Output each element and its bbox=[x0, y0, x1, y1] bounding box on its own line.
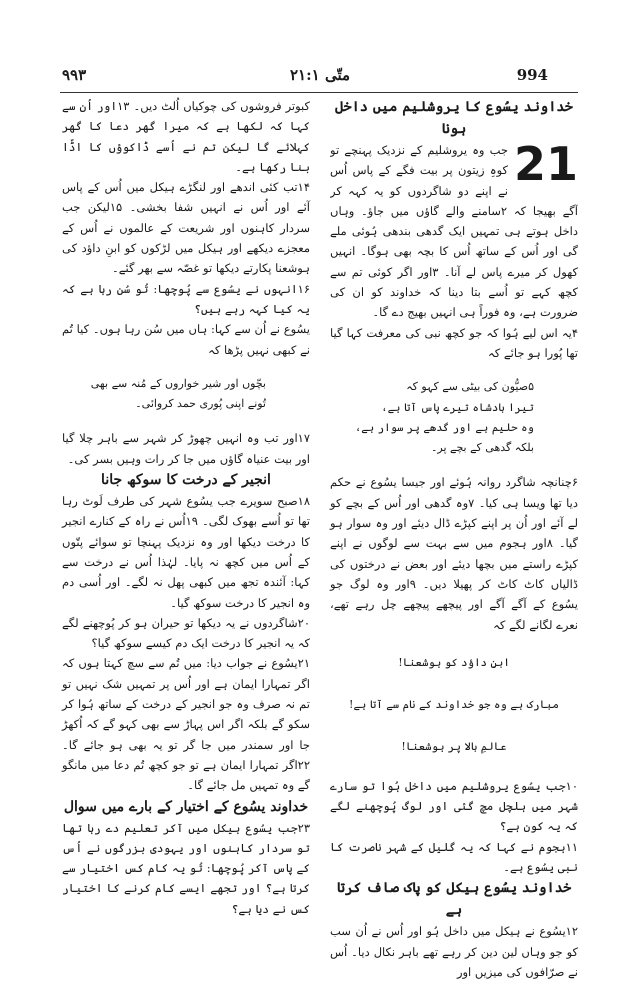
spacer bbox=[330, 458, 578, 472]
header-rule bbox=[60, 92, 578, 93]
chapter-number: 21 bbox=[513, 140, 578, 191]
poetry-line: تُونے اپنی پُوری حمد کروائی۔ bbox=[135, 397, 266, 411]
spacer bbox=[62, 414, 310, 428]
acclamation-line: ابنِ داؤد کو ہوشعنا! bbox=[398, 655, 510, 669]
section-heading: خداوند یسُوع ہیکل کو پاک صاف کرتا ہے bbox=[336, 880, 572, 919]
verse-paragraph: کبوتر فروشوں کی چوکیاں اُلٹ دیں۔ ۱۳اور اُن سے کہا کہ لکھا ہے کہ میرا گھر دعا کا گھر کہلائے گا لیکن تم نے اُسے ڈاکوؤں کا اڈّا بنا رکھا ہے۔ bbox=[62, 99, 310, 174]
verse-paragraph: ۱۴تب کئی اندھے اور لنگڑے ہیکل میں اُس کے پاس آئے اور اُس نے انہیں شفا بخشی۔ ۱۵لیکن جب سردار کاہنوں اور شریعت کے عالموں نے اُس کے معجزے دیکھے اور ہیکل میں لڑکوں کو ابنِ داؤد کی ہوشعنا پکارتے دیکھا تو غصّہ سے بھر گئے۔ bbox=[62, 180, 310, 276]
chapter-opening bbox=[330, 140, 578, 323]
spacer bbox=[330, 677, 578, 691]
poetry-line: تیرا بادشاہ تیرے پاس آتا ہے، bbox=[381, 400, 534, 414]
poetry-line: بچّوں اور شیر خواروں کے مُنہ سے بھی bbox=[90, 376, 266, 390]
verse-paragraph: ۲۳جب یسُوع ہیکل میں آکر تعلیم دے رہا تھا تو سردار کاہنوں اور یہودی بزرگوں نے اُس کے پاس آکر پُوچھا: تُو یہ کام کس اختیار سے کرتا ہے؟ اور تجھے ایسے کام کرنے کا اختیار کس نے دیا ہے؟ bbox=[62, 820, 310, 916]
spacer bbox=[62, 360, 310, 374]
verse-paragraph: ۱۰جب یسُوع یروشلیم میں داخل ہُوا تو سارے شہر میں ہلچل مچ گئی اور لوگ پُوچھنے لگے کہ یہ کون ہے؟ bbox=[330, 778, 578, 834]
verse-paragraph: ۱۸صبح سویرے جب یسُوع شہر کی طرف لَوٹ رہا تھا تو اُسے بھوک لگی۔ ۱۹اُس نے راہ کے کنارے انجیر کا درخت دیکھا اور وہ نزدیک پہنچا تو سوائے پتّوں کے اُس میں کچھ نہ پایا۔ لہٰذا اُس نے درخت سے کہا: آئندہ تجھ میں کبھی پھل نہ لگے۔ اور اُسی دم وہ انجیر کا درخت سوکھ گیا۔ bbox=[62, 494, 310, 610]
poetry-line: وہ حلیم ہے اور گدھے پر سوار ہے، bbox=[354, 420, 534, 434]
section-heading: خداوند یسُوع کے اختیار کے بارے میں سوال bbox=[63, 798, 309, 815]
verse-paragraph: ۶چنانچہ شاگرد روانہ ہُوئے اور جیسا یسُوع نے حکم دیا تھا ویسا ہی کیا۔ ۷وہ گدھی اور اُس کے بچے کو لے آئے اور اُن پر اپنے کپڑے ڈال دیئے اور وہ سوار ہو گیا۔ ۸اور ہجوم میں سے بہت سے لوگوں نے اپنے کپڑے راستے میں بچھا دیئے اور بعض نے درختوں کی ڈالیاں کاٹ کاٹ کر پھیلا دیں۔ ۹اور وہ لوگ جو یسُوع کے آگے آگے اور پیچھے پیچھے چل رہے تھے، نعرے لگانے لگے کہ bbox=[330, 475, 579, 632]
verse-paragraph: یسُوع نے اُن سے کہا: ہاں میں سُن رہا ہوں۔ کیا تُم نے کبھی نہیں پڑھا کہ bbox=[62, 322, 310, 357]
page-number-right: 994 bbox=[516, 66, 548, 84]
verse-paragraph: ۱۶انہوں نے یسُوع سے پُوچھا: تُو سُن رہا ہے کہ یہ کیا کہہ رہے ہیں؟ bbox=[62, 281, 310, 316]
verse-paragraph: ۲۱یسُوع نے جواب دیا: میں تُم سے سچ کہتا ہوں کہ اگر تمہارا ایمان ہے اور اُس پر تمہیں شک نہیں تو تم نہ صرف وہ جو انجیر کے درخت کے ساتھ ہُوا کر سکو گے بلکہ اگر اس پہاڑ سے بھی کہو گے کہ اُکھڑ جا اور سمندر میں جا گر تو یہ بھی ہو جائے گا۔ ۲۲اگر تمہارا ایمان ہے تو جو کچھ تُم دعا میں مانگو گے وہ تمہیں مل جائے گا۔ bbox=[62, 656, 310, 793]
running-head: متّی ۲۱:۱ bbox=[290, 66, 351, 84]
acclamation-line: مبارک ہے وہ جو خداوند کے نام سے آتا ہے! bbox=[349, 698, 559, 712]
spacer bbox=[330, 363, 578, 377]
section-heading: انجیر کے درخت کا سوکھ جانا bbox=[101, 472, 271, 489]
spacer bbox=[330, 635, 578, 649]
verse-paragraph: ۱۲یسُوع نے ہیکل میں داخل ہُو اور اُس نے اُن سب کو جو وہاں لین دین کر رہے تھے باہر نکال دیا۔ اُس نے صرّافوں کی میزیں اور bbox=[330, 924, 578, 979]
poetry-line: بلکہ گدھی کے بچے پر۔ bbox=[430, 441, 534, 455]
section-heading: خداوند یسُوع کا یروشلیم میں داخل ہونا bbox=[335, 99, 573, 137]
spacer bbox=[330, 719, 578, 733]
spacer bbox=[330, 762, 578, 776]
verse-paragraph: ۲۰شاگردوں نے یہ دیکھا تو حیران ہو کر پُوچھنے لگے کہ یہ انجیر کا درخت ایک دم کیسے سوکھ گیا؟ bbox=[62, 615, 310, 651]
poetry-line: ۵صیُّون کی بیٹی سے کہو کہ bbox=[406, 380, 534, 394]
chapter-text: جب وہ یروشلیم کے نزدیک پہنچے تو کوہِ زیتون پر بیت فگے کے پاس اُس نے اپنے دو شاگردوں کو یہ کہہ کر آگے بھیجا کہ ۲سامنے والے گاؤں میں جاؤ۔ وہاں داخل ہوتے ہی تمہیں ایک گدھی بندھی ہُوئی ملے گی اور اُس کے ساتھ اُس کا بچہ بھی ہوگا۔ انہیں کھول کر میرے پاس لے آنا۔ ۳اور اگر کوئی تم سے کچھ کہے تو اُسے بتا دینا کہ خداوند کو ان کی ضرورت ہے، وہ فوراً ہی انہیں بھیج دے گا۔ bbox=[330, 143, 578, 320]
verse-paragraph: ۱۷اور تب وہ انہیں چھوڑ کر شہر سے باہر چلا گیا اور بیت عنیاہ گاؤں میں جا کر رات وہیں بسر کی۔ bbox=[62, 431, 310, 466]
left-column bbox=[62, 96, 310, 919]
acclamation-line: عالمِ بالا پر ہوشعنا! bbox=[401, 740, 507, 754]
page-number-left: ۹۹۳ bbox=[62, 66, 87, 84]
right-column bbox=[330, 96, 578, 982]
verse-paragraph: ۴یہ اس لیے ہُوا کہ جو کچھ نبی کی معرفت کہا گیا تھا پُورا ہو جائے کہ bbox=[330, 325, 578, 360]
verse-paragraph: ۱۱ہجوم نے کہا کہ یہ گلیل کے شہر ناصرت کا نبی یسُوع ہے۔ bbox=[330, 839, 578, 874]
